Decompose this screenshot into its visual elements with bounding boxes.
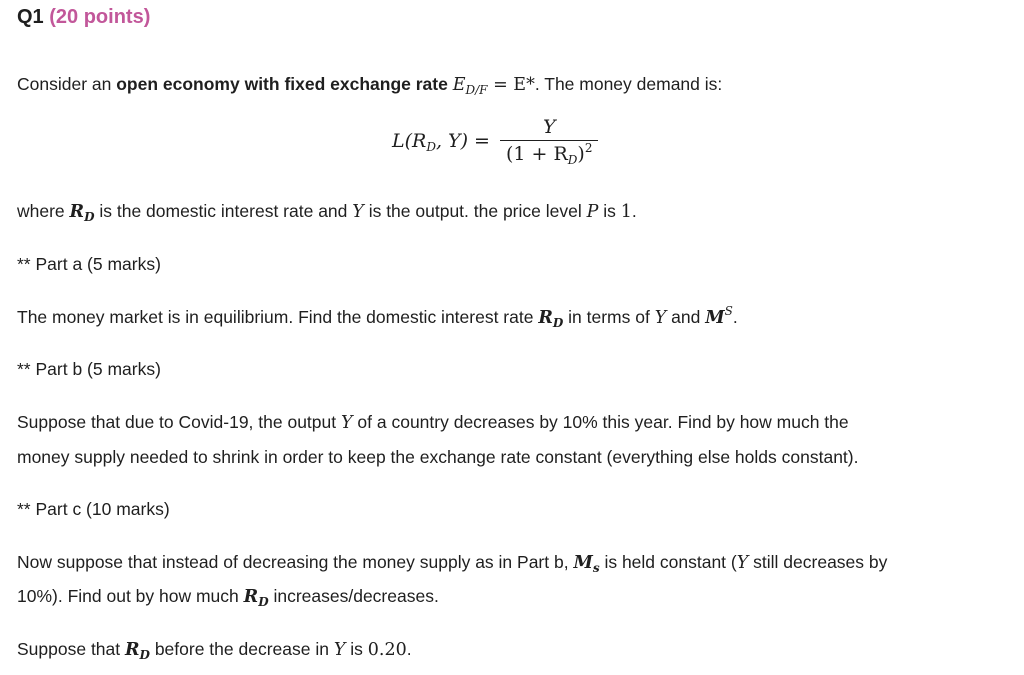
part-b-line-2: money supply needed to shrink in order to keep the exchange rate constant (everything else holds constant). <box>17 447 859 467</box>
y-symbol: Y <box>736 553 749 573</box>
intro-suffix: . The money demand is: <box>534 74 723 94</box>
part-c-header: ** Part c (10 marks) <box>17 499 170 519</box>
p-symbol: P <box>586 202 599 222</box>
price-value: 1 <box>620 202 632 222</box>
y-symbol: Y <box>654 308 667 328</box>
question-number: Q1 <box>17 6 44 28</box>
part-b-text-1: Suppose that due to Covid-19, the output <box>17 412 341 432</box>
equation-lhs: L(R <box>392 129 427 152</box>
part-b-header: ** Part b (5 marks) <box>17 359 161 379</box>
part-a-header: ** Part a (5 marks) <box>17 254 161 274</box>
rd-subscript: D <box>258 595 269 609</box>
part-c-text-7: before the decrease in <box>149 639 334 659</box>
part-b-line-1 <box>17 405 849 440</box>
part-c-line-1 <box>17 545 887 581</box>
part-c-line-3 <box>17 632 412 668</box>
rd-symbol: R <box>243 587 259 607</box>
question-title <box>17 6 150 29</box>
where-text-1: where <box>17 201 70 221</box>
equation-fraction <box>500 116 599 165</box>
part-c-text-2: is held constant ( <box>599 552 737 572</box>
part-a-text-2: in terms of <box>563 307 655 327</box>
part-c-text-1: Now suppose that instead of decreasing the money supply as in Part b, <box>17 552 574 572</box>
rd-symbol: R <box>69 202 85 222</box>
question-points: (20 points) <box>49 6 151 28</box>
rd-initial-value: 0.20 <box>367 640 407 660</box>
y-symbol: Y <box>340 413 353 433</box>
m-superscript: S <box>724 304 733 318</box>
where-text-5: . <box>631 201 637 221</box>
rd-symbol: R <box>538 308 553 328</box>
where-line <box>17 194 637 230</box>
y-symbol: Y <box>352 202 364 222</box>
ms-subscript: s <box>592 561 600 575</box>
equation-denominator <box>500 141 599 165</box>
part-c-line-2 <box>17 579 439 615</box>
equation-lhs-rest: , Y) = <box>435 129 490 152</box>
exchange-rate-subscript: D/F <box>465 83 488 97</box>
y-symbol: Y <box>333 640 346 660</box>
rd-subscript: D <box>84 210 95 224</box>
intro-bold-phrase: open economy with fixed exchange rate <box>116 74 448 94</box>
equation-lhs-sub: D <box>426 139 436 154</box>
equation-numerator: Y <box>542 116 556 138</box>
where-text-3: is the output. the price level <box>363 201 587 221</box>
where-text-4: is <box>598 201 621 221</box>
part-c-text-4: 10%). Find out by how much <box>17 586 244 606</box>
part-c-text-6: Suppose that <box>17 639 125 659</box>
exchange-rate-equals: = E* <box>487 75 535 95</box>
rd-symbol: R <box>125 640 140 660</box>
den-close: ) <box>577 143 585 165</box>
rd-subscript: D <box>552 316 564 330</box>
where-text-2: is the domestic interest rate and <box>94 201 353 221</box>
part-a-text-4: . <box>732 307 738 327</box>
part-b-text-2: of a country decreases by 10% this year. Find by how much the <box>352 412 849 432</box>
den-open: (1 + R <box>505 143 568 165</box>
part-c-text-9: . <box>406 639 412 659</box>
rd-subscript: D <box>139 648 150 662</box>
part-a-text <box>17 300 738 336</box>
exchange-rate-symbol: E <box>452 75 466 95</box>
part-c-text-3: still decreases by <box>748 552 888 572</box>
part-a-text-3: and <box>666 307 706 327</box>
intro-text: Consider an <box>17 74 117 94</box>
part-c-text-5: increases/decreases. <box>268 586 439 606</box>
m-symbol: M <box>705 308 725 328</box>
intro-line <box>17 67 722 103</box>
part-c-text-8: is <box>345 639 368 659</box>
money-demand-equation <box>392 116 598 165</box>
ms-symbol: M <box>573 553 593 573</box>
den-power: 2 <box>584 141 593 155</box>
den-sub: D <box>567 153 578 167</box>
part-a-text-1: The money market is in equilibrium. Find the domestic interest rate <box>17 307 539 327</box>
